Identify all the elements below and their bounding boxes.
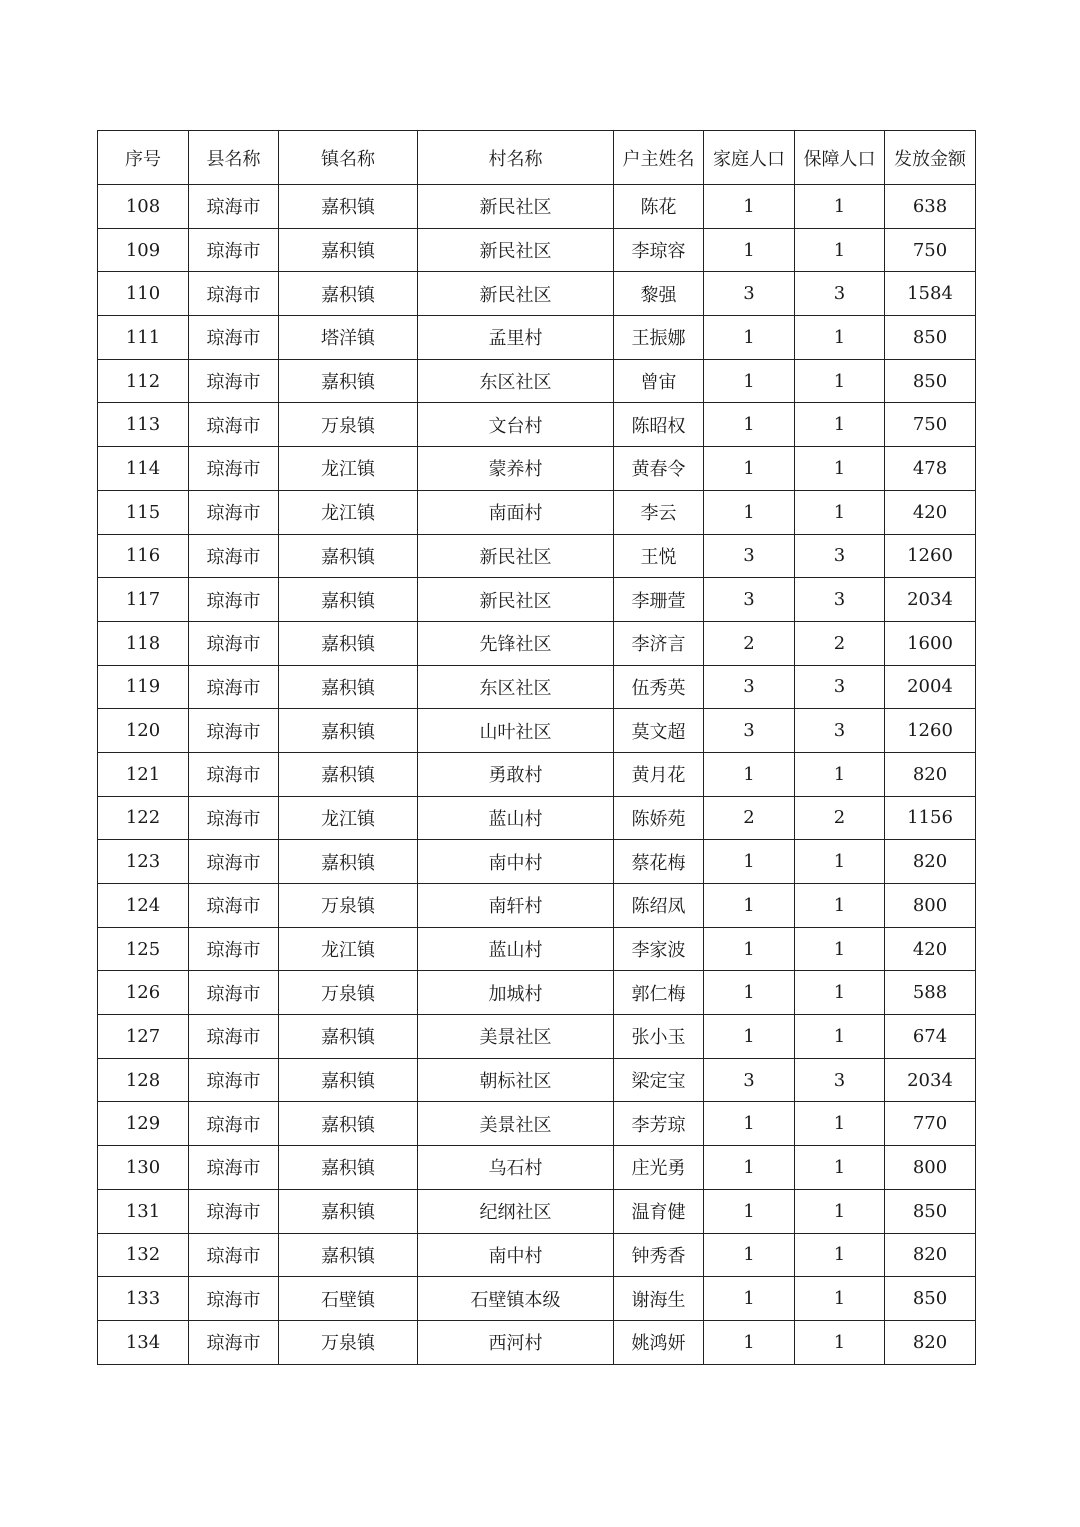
cell-household-head: 钟秀香 <box>614 1233 704 1277</box>
cell-amount: 420 <box>885 927 976 971</box>
cell-town: 石壁镇 <box>279 1277 418 1321</box>
table-row <box>98 840 976 884</box>
cell-village: 朝标社区 <box>418 1058 614 1102</box>
cell-village: 南轩村 <box>418 884 614 928</box>
cell-family-size: 1 <box>704 185 795 229</box>
cell-town: 嘉积镇 <box>279 228 418 272</box>
cell-seq: 123 <box>98 840 189 884</box>
cell-village: 勇敢村 <box>418 752 614 796</box>
cell-amount: 2004 <box>885 665 976 709</box>
cell-village: 山叶社区 <box>418 709 614 753</box>
cell-town: 嘉积镇 <box>279 709 418 753</box>
cell-village: 文台村 <box>418 403 614 447</box>
cell-village: 蒙养村 <box>418 447 614 491</box>
cell-county: 琼海市 <box>189 1015 279 1059</box>
cell-amount: 1260 <box>885 709 976 753</box>
cell-insured-size: 2 <box>795 621 885 665</box>
cell-household-head: 黎强 <box>614 272 704 316</box>
cell-amount: 674 <box>885 1015 976 1059</box>
cell-seq: 114 <box>98 447 189 491</box>
table-row <box>98 796 976 840</box>
cell-household-head: 莫文超 <box>614 709 704 753</box>
cell-household-head: 王悦 <box>614 534 704 578</box>
cell-amount: 800 <box>885 884 976 928</box>
table-row <box>98 359 976 403</box>
cell-seq: 116 <box>98 534 189 578</box>
cell-family-size: 3 <box>704 1058 795 1102</box>
cell-village: 加城村 <box>418 971 614 1015</box>
cell-amount: 850 <box>885 316 976 360</box>
cell-county: 琼海市 <box>189 578 279 622</box>
cell-household-head: 黄月花 <box>614 752 704 796</box>
cell-amount: 588 <box>885 971 976 1015</box>
cell-county: 琼海市 <box>189 927 279 971</box>
cell-household-head: 陈昭权 <box>614 403 704 447</box>
cell-household-head: 陈绍凤 <box>614 884 704 928</box>
cell-village: 美景社区 <box>418 1015 614 1059</box>
cell-amount: 820 <box>885 1233 976 1277</box>
cell-family-size: 2 <box>704 621 795 665</box>
cell-town: 嘉积镇 <box>279 1015 418 1059</box>
cell-insured-size: 1 <box>795 884 885 928</box>
table-row <box>98 927 976 971</box>
cell-amount: 478 <box>885 447 976 491</box>
cell-family-size: 1 <box>704 1277 795 1321</box>
cell-seq: 127 <box>98 1015 189 1059</box>
cell-village: 新民社区 <box>418 534 614 578</box>
cell-village: 蓝山村 <box>418 796 614 840</box>
table-row <box>98 1277 976 1321</box>
cell-household-head: 李芳琼 <box>614 1102 704 1146</box>
cell-family-size: 1 <box>704 840 795 884</box>
cell-village: 先锋社区 <box>418 621 614 665</box>
table-row <box>98 1233 976 1277</box>
cell-amount: 770 <box>885 1102 976 1146</box>
cell-seq: 124 <box>98 884 189 928</box>
table-row <box>98 447 976 491</box>
cell-amount: 2034 <box>885 578 976 622</box>
cell-household-head: 李珊萱 <box>614 578 704 622</box>
cell-household-head: 陈娇苑 <box>614 796 704 840</box>
cell-seq: 131 <box>98 1189 189 1233</box>
cell-household-head: 黄春令 <box>614 447 704 491</box>
cell-town: 嘉积镇 <box>279 185 418 229</box>
cell-family-size: 3 <box>704 665 795 709</box>
cell-seq: 108 <box>98 185 189 229</box>
cell-amount: 420 <box>885 490 976 534</box>
cell-insured-size: 3 <box>795 1058 885 1102</box>
cell-family-size: 1 <box>704 403 795 447</box>
table-row <box>98 272 976 316</box>
cell-county: 琼海市 <box>189 796 279 840</box>
cell-household-head: 姚鸿妍 <box>614 1320 704 1364</box>
cell-insured-size: 1 <box>795 752 885 796</box>
cell-insured-size: 1 <box>795 1320 885 1364</box>
header-insured-size: 保障人口 <box>795 131 885 185</box>
cell-amount: 820 <box>885 752 976 796</box>
cell-village: 新民社区 <box>418 185 614 229</box>
table-row <box>98 1320 976 1364</box>
cell-seq: 118 <box>98 621 189 665</box>
cell-town: 嘉积镇 <box>279 1102 418 1146</box>
cell-town: 嘉积镇 <box>279 752 418 796</box>
cell-household-head: 王振娜 <box>614 316 704 360</box>
cell-amount: 820 <box>885 1320 976 1364</box>
table-row <box>98 621 976 665</box>
table-row <box>98 490 976 534</box>
table-row <box>98 971 976 1015</box>
cell-insured-size: 1 <box>795 971 885 1015</box>
cell-family-size: 1 <box>704 228 795 272</box>
cell-family-size: 1 <box>704 927 795 971</box>
cell-insured-size: 1 <box>795 228 885 272</box>
cell-amount: 2034 <box>885 1058 976 1102</box>
cell-household-head: 李济言 <box>614 621 704 665</box>
cell-seq: 109 <box>98 228 189 272</box>
cell-insured-size: 1 <box>795 490 885 534</box>
cell-town: 嘉积镇 <box>279 1233 418 1277</box>
cell-county: 琼海市 <box>189 1233 279 1277</box>
cell-county: 琼海市 <box>189 316 279 360</box>
cell-household-head: 李家波 <box>614 927 704 971</box>
cell-amount: 750 <box>885 403 976 447</box>
table-row <box>98 709 976 753</box>
cell-town: 龙江镇 <box>279 927 418 971</box>
cell-family-size: 1 <box>704 971 795 1015</box>
cell-village: 新民社区 <box>418 272 614 316</box>
cell-family-size: 3 <box>704 272 795 316</box>
cell-seq: 111 <box>98 316 189 360</box>
table-row <box>98 1015 976 1059</box>
header-county: 县名称 <box>189 131 279 185</box>
cell-household-head: 蔡花梅 <box>614 840 704 884</box>
cell-county: 琼海市 <box>189 1189 279 1233</box>
cell-village: 新民社区 <box>418 228 614 272</box>
table-row <box>98 1189 976 1233</box>
cell-county: 琼海市 <box>189 621 279 665</box>
cell-amount: 1156 <box>885 796 976 840</box>
cell-family-size: 1 <box>704 752 795 796</box>
cell-seq: 122 <box>98 796 189 840</box>
header-amount: 发放金额 <box>885 131 976 185</box>
cell-insured-size: 1 <box>795 840 885 884</box>
cell-family-size: 1 <box>704 447 795 491</box>
cell-seq: 125 <box>98 927 189 971</box>
cell-household-head: 陈花 <box>614 185 704 229</box>
cell-town: 嘉积镇 <box>279 840 418 884</box>
table-row <box>98 1102 976 1146</box>
cell-town: 嘉积镇 <box>279 1146 418 1190</box>
cell-county: 琼海市 <box>189 272 279 316</box>
table-row <box>98 578 976 622</box>
table-row <box>98 534 976 578</box>
cell-amount: 820 <box>885 840 976 884</box>
cell-insured-size: 1 <box>795 403 885 447</box>
cell-village: 新民社区 <box>418 578 614 622</box>
cell-family-size: 1 <box>704 1320 795 1364</box>
table-row <box>98 752 976 796</box>
cell-family-size: 1 <box>704 1102 795 1146</box>
cell-village: 孟里村 <box>418 316 614 360</box>
cell-insured-size: 1 <box>795 1189 885 1233</box>
cell-seq: 133 <box>98 1277 189 1321</box>
cell-county: 琼海市 <box>189 1320 279 1364</box>
cell-county: 琼海市 <box>189 709 279 753</box>
cell-insured-size: 1 <box>795 359 885 403</box>
cell-county: 琼海市 <box>189 752 279 796</box>
cell-insured-size: 3 <box>795 665 885 709</box>
cell-family-size: 1 <box>704 316 795 360</box>
table-row <box>98 884 976 928</box>
cell-insured-size: 1 <box>795 1102 885 1146</box>
cell-amount: 1600 <box>885 621 976 665</box>
header-row <box>98 131 976 185</box>
cell-seq: 126 <box>98 971 189 1015</box>
cell-household-head: 郭仁梅 <box>614 971 704 1015</box>
cell-household-head: 张小玉 <box>614 1015 704 1059</box>
cell-town: 万泉镇 <box>279 971 418 1015</box>
cell-town: 嘉积镇 <box>279 578 418 622</box>
cell-insured-size: 3 <box>795 272 885 316</box>
cell-insured-size: 2 <box>795 796 885 840</box>
cell-county: 琼海市 <box>189 1102 279 1146</box>
cell-insured-size: 1 <box>795 927 885 971</box>
table-row <box>98 403 976 447</box>
cell-county: 琼海市 <box>189 490 279 534</box>
cell-family-size: 3 <box>704 709 795 753</box>
table-header <box>98 131 976 185</box>
cell-seq: 134 <box>98 1320 189 1364</box>
cell-town: 塔洋镇 <box>279 316 418 360</box>
table-row <box>98 665 976 709</box>
cell-seq: 119 <box>98 665 189 709</box>
cell-village: 南中村 <box>418 1233 614 1277</box>
cell-county: 琼海市 <box>189 403 279 447</box>
cell-seq: 113 <box>98 403 189 447</box>
cell-seq: 121 <box>98 752 189 796</box>
cell-amount: 850 <box>885 1277 976 1321</box>
cell-household-head: 伍秀英 <box>614 665 704 709</box>
cell-amount: 750 <box>885 228 976 272</box>
cell-town: 嘉积镇 <box>279 1189 418 1233</box>
cell-family-size: 1 <box>704 1233 795 1277</box>
cell-household-head: 庄光勇 <box>614 1146 704 1190</box>
cell-town: 嘉积镇 <box>279 665 418 709</box>
cell-insured-size: 3 <box>795 709 885 753</box>
cell-insured-size: 1 <box>795 1233 885 1277</box>
cell-county: 琼海市 <box>189 359 279 403</box>
cell-family-size: 2 <box>704 796 795 840</box>
cell-insured-size: 3 <box>795 578 885 622</box>
cell-town: 万泉镇 <box>279 1320 418 1364</box>
cell-town: 万泉镇 <box>279 403 418 447</box>
table-row <box>98 185 976 229</box>
cell-town: 万泉镇 <box>279 884 418 928</box>
cell-county: 琼海市 <box>189 228 279 272</box>
cell-village: 南面村 <box>418 490 614 534</box>
cell-amount: 638 <box>885 185 976 229</box>
cell-village: 东区社区 <box>418 665 614 709</box>
cell-county: 琼海市 <box>189 1146 279 1190</box>
cell-seq: 117 <box>98 578 189 622</box>
cell-town: 嘉积镇 <box>279 534 418 578</box>
cell-county: 琼海市 <box>189 1058 279 1102</box>
cell-insured-size: 1 <box>795 185 885 229</box>
cell-village: 东区社区 <box>418 359 614 403</box>
cell-village: 纪纲社区 <box>418 1189 614 1233</box>
cell-seq: 115 <box>98 490 189 534</box>
cell-amount: 1584 <box>885 272 976 316</box>
cell-household-head: 李云 <box>614 490 704 534</box>
header-family-size: 家庭人口 <box>704 131 795 185</box>
cell-household-head: 李琼容 <box>614 228 704 272</box>
cell-insured-size: 1 <box>795 316 885 360</box>
cell-household-head: 梁定宝 <box>614 1058 704 1102</box>
cell-county: 琼海市 <box>189 971 279 1015</box>
cell-county: 琼海市 <box>189 447 279 491</box>
cell-county: 琼海市 <box>189 665 279 709</box>
cell-family-size: 1 <box>704 1015 795 1059</box>
cell-household-head: 谢海生 <box>614 1277 704 1321</box>
header-village: 村名称 <box>418 131 614 185</box>
cell-village: 蓝山村 <box>418 927 614 971</box>
cell-town: 龙江镇 <box>279 447 418 491</box>
cell-household-head: 曾宙 <box>614 359 704 403</box>
cell-seq: 132 <box>98 1233 189 1277</box>
table-body <box>98 185 976 1365</box>
table-row <box>98 1146 976 1190</box>
table-row <box>98 316 976 360</box>
cell-town: 龙江镇 <box>279 796 418 840</box>
cell-town: 龙江镇 <box>279 490 418 534</box>
cell-town: 嘉积镇 <box>279 621 418 665</box>
table-row <box>98 228 976 272</box>
cell-family-size: 1 <box>704 884 795 928</box>
cell-household-head: 温育健 <box>614 1189 704 1233</box>
cell-seq: 129 <box>98 1102 189 1146</box>
cell-insured-size: 1 <box>795 1146 885 1190</box>
cell-village: 西河村 <box>418 1320 614 1364</box>
header-seq: 序号 <box>98 131 189 185</box>
cell-insured-size: 1 <box>795 447 885 491</box>
cell-seq: 110 <box>98 272 189 316</box>
cell-family-size: 3 <box>704 534 795 578</box>
cell-seq: 130 <box>98 1146 189 1190</box>
cell-seq: 120 <box>98 709 189 753</box>
cell-insured-size: 1 <box>795 1015 885 1059</box>
table-row <box>98 1058 976 1102</box>
cell-amount: 850 <box>885 359 976 403</box>
cell-family-size: 1 <box>704 359 795 403</box>
cell-village: 乌石村 <box>418 1146 614 1190</box>
cell-amount: 1260 <box>885 534 976 578</box>
cell-amount: 800 <box>885 1146 976 1190</box>
cell-county: 琼海市 <box>189 840 279 884</box>
cell-county: 琼海市 <box>189 884 279 928</box>
cell-village: 美景社区 <box>418 1102 614 1146</box>
cell-insured-size: 1 <box>795 1277 885 1321</box>
cell-town: 嘉积镇 <box>279 359 418 403</box>
subsidy-roster-table <box>97 130 976 1365</box>
cell-amount: 850 <box>885 1189 976 1233</box>
cell-county: 琼海市 <box>189 1277 279 1321</box>
header-town: 镇名称 <box>279 131 418 185</box>
cell-county: 琼海市 <box>189 534 279 578</box>
cell-family-size: 1 <box>704 1189 795 1233</box>
header-household-head: 户主姓名 <box>614 131 704 185</box>
cell-family-size: 3 <box>704 578 795 622</box>
cell-seq: 112 <box>98 359 189 403</box>
cell-town: 嘉积镇 <box>279 1058 418 1102</box>
cell-village: 石壁镇本级 <box>418 1277 614 1321</box>
cell-seq: 128 <box>98 1058 189 1102</box>
cell-village: 南中村 <box>418 840 614 884</box>
cell-insured-size: 3 <box>795 534 885 578</box>
cell-family-size: 1 <box>704 1146 795 1190</box>
cell-county: 琼海市 <box>189 185 279 229</box>
cell-family-size: 1 <box>704 490 795 534</box>
cell-town: 嘉积镇 <box>279 272 418 316</box>
